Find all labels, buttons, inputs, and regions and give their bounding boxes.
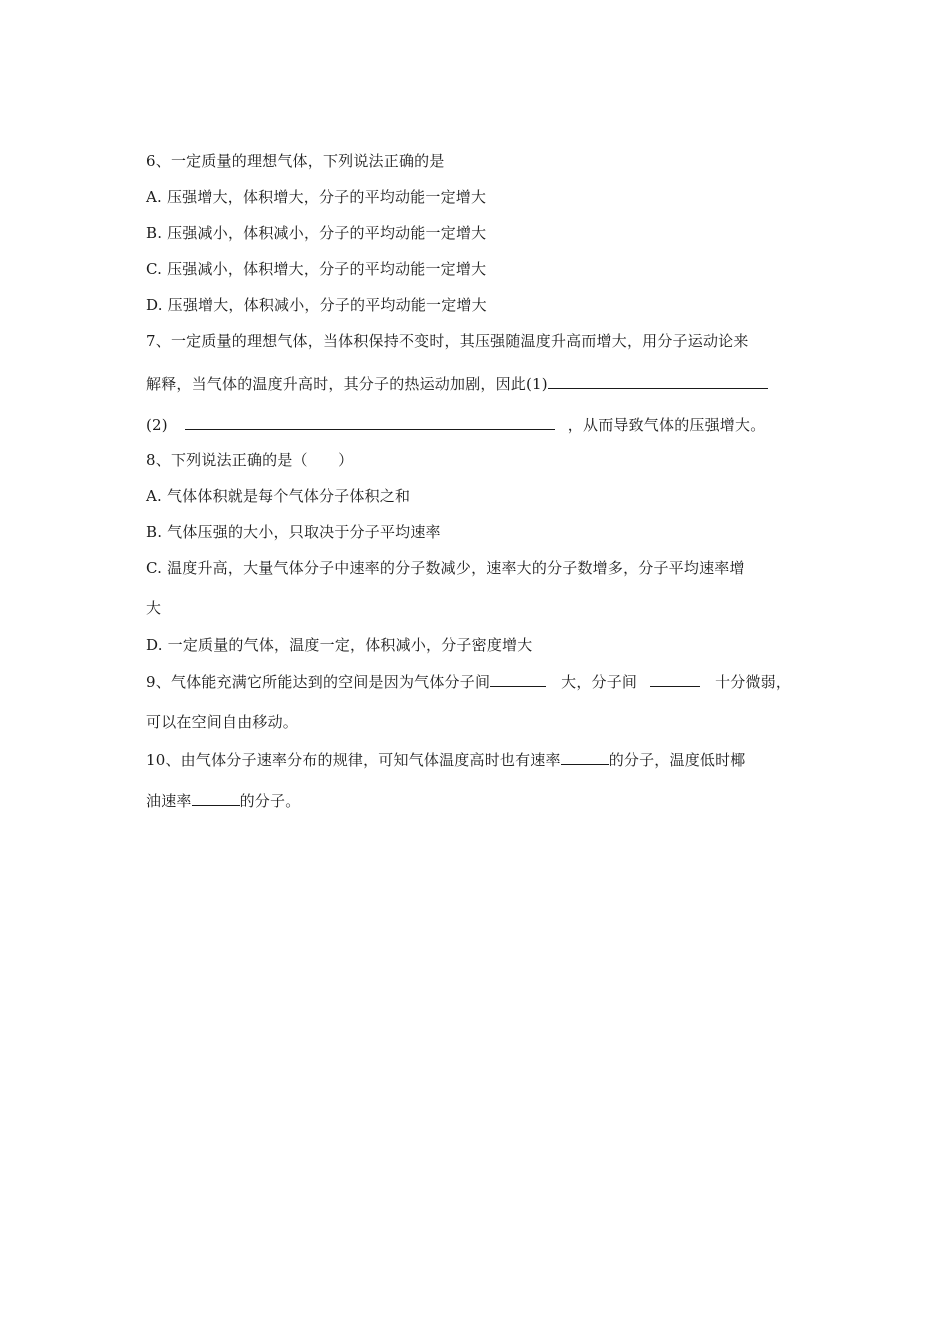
q7-line3 — [146, 414, 765, 435]
q10-blank-2 — [192, 790, 240, 806]
q9-text-a: 9、气体能充满它所能达到的空间是因为气体分子间 — [146, 673, 491, 691]
q10-blank-1 — [561, 749, 609, 765]
q8-option-d: D. 一定质量的气体，温度一定，体积减小，分子密度增大 — [146, 636, 533, 654]
q7-line1: 7、一定质量的理想气体，当体积保持不变时，其压强随温度升高而增大，用分子运动论来 — [146, 332, 749, 350]
q9-blank-2 — [650, 671, 700, 687]
q6-option-b: B. 压强减小，体积减小，分子的平均动能一定增大 — [146, 224, 487, 242]
q8-option-c-cont: 大 — [146, 599, 162, 617]
q7-line2 — [146, 373, 768, 394]
q6-option-c: C. 压强减小，体积增大，分子的平均动能一定增大 — [146, 260, 487, 278]
q8-option-a: A. 气体体积就是每个气体分子体积之和 — [146, 487, 411, 505]
q8-stem: 8、下列说法正确的是（ ） — [146, 451, 354, 469]
q9-line1 — [146, 671, 791, 692]
q8-option-c: C. 温度升高，大量气体分子中速率的分子数减少，速率大的分子数增多，分子平均速率增 — [146, 559, 745, 577]
q6-option-d: D. 压强增大，体积减小，分子的平均动能一定增大 — [146, 296, 487, 314]
q7-label-2: (2) — [146, 416, 168, 434]
q9-text-b: 大，分子间 — [561, 673, 638, 691]
q10-line1 — [146, 749, 746, 770]
q10-text-c: 油速率 — [146, 792, 192, 810]
q7-blank-2 — [185, 414, 555, 430]
q7-blank-1 — [548, 373, 768, 389]
q7-line2-text: 解释，当气体的温度升高时，其分子的热运动加剧，因此(1) — [146, 375, 548, 393]
q6-stem: 6、一定质量的理想气体，下列说法正确的是 — [146, 152, 445, 170]
q9-line2: 可以在空间自由移动。 — [146, 713, 299, 731]
q10-text-d: 的分子。 — [239, 792, 301, 810]
q9-blank-1 — [490, 671, 546, 687]
q10-text-a: 10、由气体分子速率分布的规律，可知气体温度高时也有速率 — [146, 751, 561, 769]
q10-text-b: 的分子，温度低时椰 — [608, 751, 746, 769]
q6-option-a: A. 压强增大，体积增大，分子的平均动能一定增大 — [146, 188, 487, 206]
q10-line2 — [146, 790, 300, 811]
q8-option-b: B. 气体压强的大小，只取决于分子平均速率 — [146, 523, 441, 541]
q9-text-c: 十分微弱， — [715, 673, 792, 691]
q7-line3-tail: ，从而导致气体的压强增大。 — [567, 416, 766, 434]
